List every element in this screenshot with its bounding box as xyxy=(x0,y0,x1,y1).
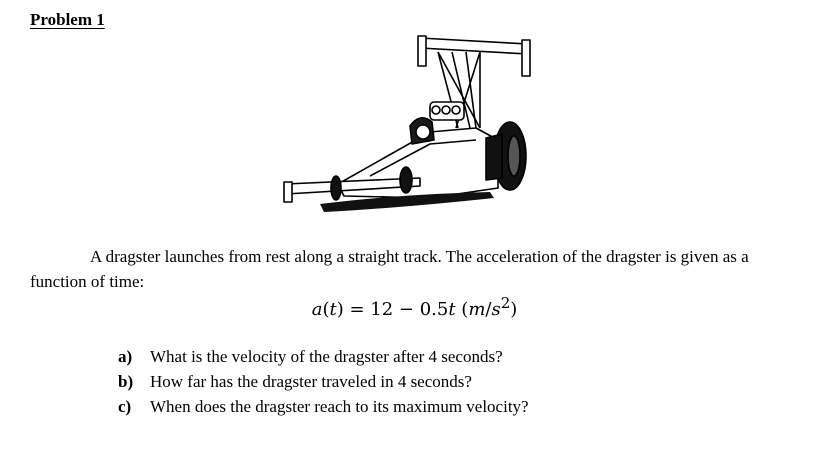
formula-units-open: ( xyxy=(455,299,469,320)
problem-statement: A dragster launches from rest along a straight track. The acceleration of the dragster is given as a function of time: xyxy=(30,247,749,291)
question-text: How far has the dragster traveled in 4 seconds? xyxy=(150,372,472,391)
formula-expression: = 12 − 0.5 xyxy=(343,299,449,320)
question-letter: c) xyxy=(118,397,132,416)
question-letter: b) xyxy=(118,372,134,391)
question-item xyxy=(118,369,529,394)
question-letter: a) xyxy=(118,347,133,366)
acceleration-formula: a(t) = 12 − 0.5t $(m/s^2)$ xyxy=(311,294,518,320)
formula-unit-second: s xyxy=(491,299,501,320)
dragster-illustration xyxy=(280,28,540,218)
problem-title: Problem 1 xyxy=(30,10,105,29)
question-text: What is the velocity of the dragster after 4 seconds? xyxy=(150,347,503,366)
formula-time-variable: t xyxy=(448,299,456,320)
formula-units-close: ) xyxy=(510,299,518,320)
formula-variable: t xyxy=(329,299,337,320)
formula-function: a xyxy=(311,299,323,320)
question-item xyxy=(118,394,529,419)
formula-unit-exponent: 2 xyxy=(500,294,511,312)
formula-unit-slash: / xyxy=(485,299,492,320)
question-list xyxy=(118,344,529,419)
question-text: When does the dragster reach to its maximum velocity? xyxy=(150,397,529,416)
question-item xyxy=(118,344,529,369)
formula-unit-meter: m xyxy=(468,299,486,320)
